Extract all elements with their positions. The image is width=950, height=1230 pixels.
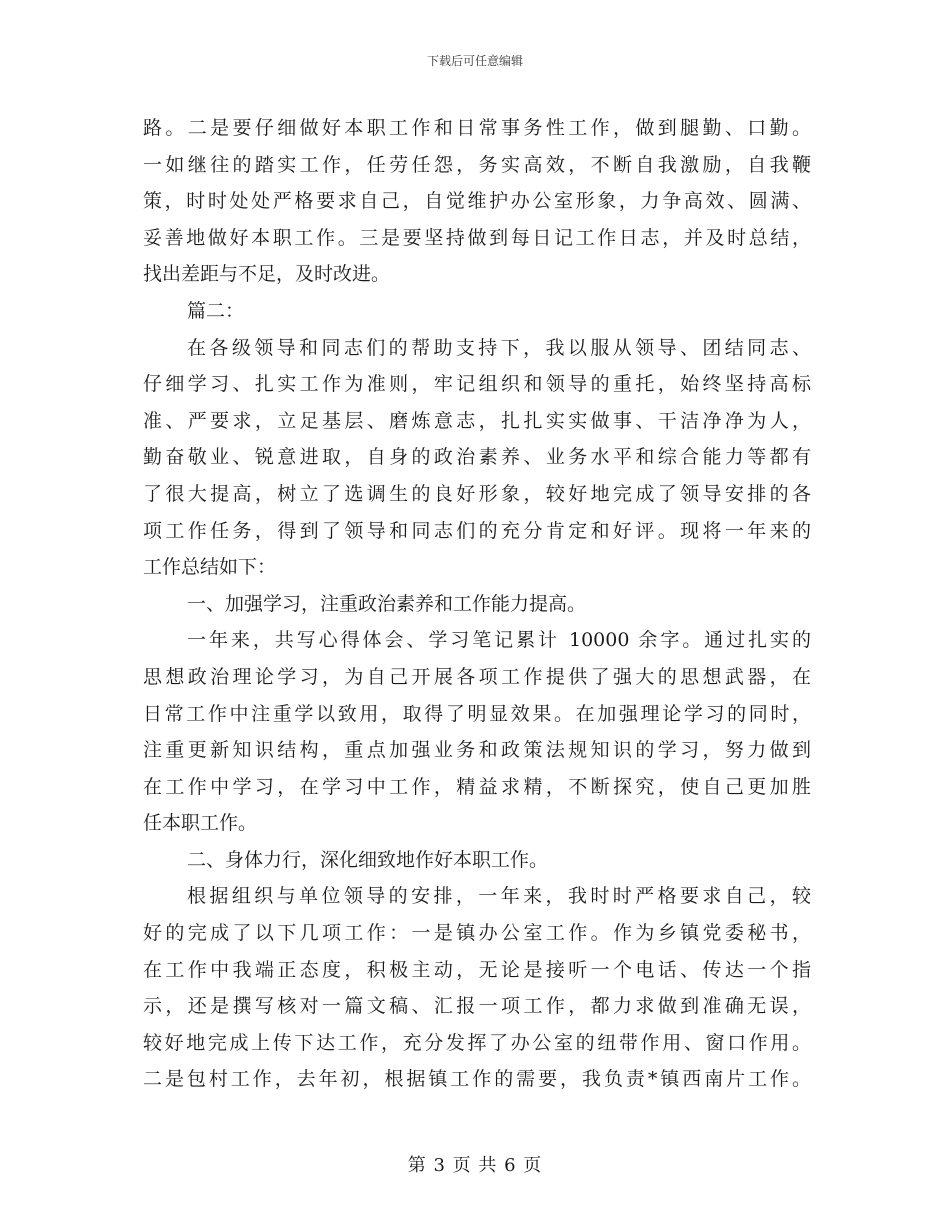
text-line: 注重更新知识结构，重点加强业务和政策法规知识的学习，努力做到 [143,739,811,762]
text-line: 找出差距与不足，及时改进。 [143,263,391,286]
text-line: 在各级领导和同志们的帮助支持下，我以服从领导、团结同志、 [187,336,811,359]
text-line: 了很大提高，树立了选调生的良好形象，较好地完成了领导安排的各 [143,482,811,505]
text-line: 路。二是要仔细做好本职工作和日常事务性工作，做到腿勤、口勤。 [143,117,811,139]
text-line: 日常工作中注重学以致用，取得了明显效果。在加强理论学习的同时， [143,702,811,725]
text-line: 准、严要求，立足基层、磨炼意志，扎扎实实做事、干洁净净为人， [143,409,811,432]
text-line: 思想政治理论学习，为自己开展各项工作提供了强大的思想武器，在 [143,665,811,688]
text-line: 在工作中我端正态度，积极主动，无论是接听一个电话、传达一个指 [143,958,811,981]
section-heading: 篇二： [187,299,245,322]
section-heading: 一、加强学习，注重政治素养和工作能力提高。 [187,592,587,615]
text-line: 工作总结如下： [143,556,277,579]
text-line: 好的完成了以下几项工作：一是镇办公室工作。作为乡镇党委秘书， [143,922,811,945]
text-line: 仔细学习、扎实工作为准则，牢记组织和领导的重托，始终坚持高标 [143,373,811,396]
text-line: 二是包村工作，去年初，根据镇工作的需要，我负责*镇西南片工作。 [143,1068,811,1091]
text-line: 一如继往的踏实工作，任劳任怨，务实高效，不断自我激励，自我鞭 [143,153,811,176]
text-line: 根据组织与单位领导的安排，一年来，我时时严格要求自己，较 [187,885,811,908]
section-heading: 二、身体力行，深化细致地作好本职工作。 [187,848,549,871]
text-line: 策，时时处处严格要求自己，自觉维护办公室形象，力争高效、圆满、 [143,190,811,213]
text-line: 项工作任务，得到了领导和同志们的充分肯定和好评。现将一年来的 [143,519,811,542]
text-line: 在工作中学习，在学习中工作，精益求精，不断探究，使自己更加胜 [143,775,811,798]
text-line: 妥善地做好本职工作。三是要坚持做到每日记工作日志，并及时总结， [143,226,811,249]
page-header: 下载后可任意编辑 [426,54,523,68]
text-line: 一年来，共写心得体会、学习笔记累计 10000 余字。通过扎实的 [187,629,811,652]
text-line: 任本职工作。 [143,812,258,835]
page-number: 第 3 页 共 6 页 [407,1155,543,1176]
text-line: 较好地完成上传下达工作，充分发挥了办公室的纽带作用、窗口作用。 [143,1031,811,1054]
document-body [143,110,811,1098]
text-line: 示，还是撰写核对一篇文稿、汇报一项工作，都力求做到准确无误， [143,995,811,1018]
text-line: 勤奋敬业、锐意进取，自身的政治素养、业务水平和综合能力等都有 [143,446,811,469]
